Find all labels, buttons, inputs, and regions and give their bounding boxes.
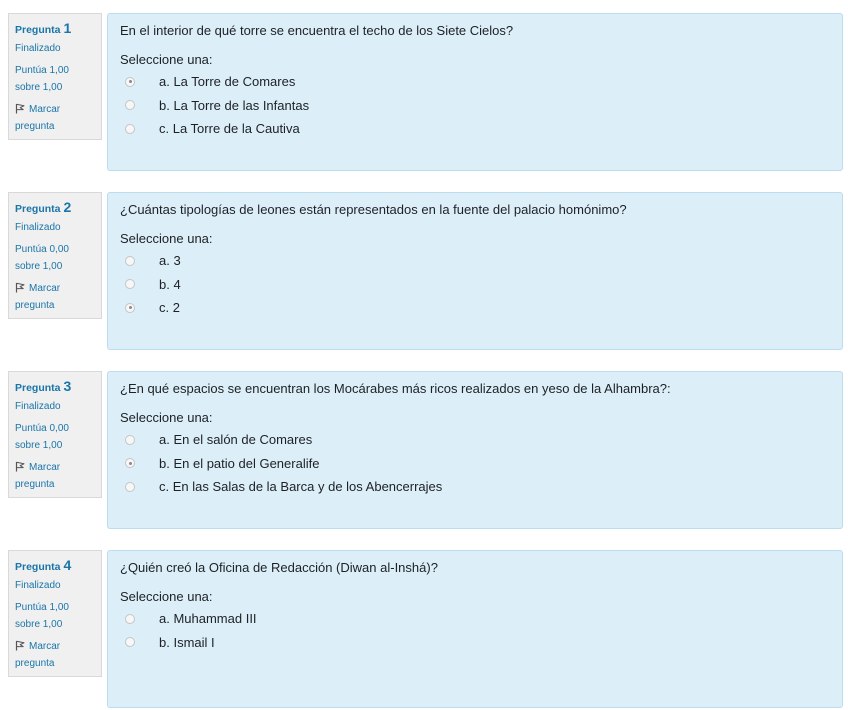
answer-option-label: c. La Torre de la Cautiva xyxy=(159,121,300,137)
answer-option-label: a. Muhammad III xyxy=(159,611,257,627)
answer-options xyxy=(120,70,830,141)
answer-options xyxy=(120,428,830,499)
answer-option[interactable] xyxy=(120,70,830,94)
answer-options xyxy=(120,249,830,320)
answer-prompt: Seleccione una: xyxy=(120,52,213,67)
answer-option-label: b. La Torre de las Infantas xyxy=(159,97,310,113)
question-2 xyxy=(0,192,848,352)
answer-option[interactable] xyxy=(120,631,830,655)
question-info xyxy=(8,13,102,140)
question-state: Finalizado xyxy=(15,222,61,233)
flag-icon xyxy=(15,103,25,114)
question-grade: Puntúa 1,00 sobre 1,00 xyxy=(15,65,69,93)
question-number: Pregunta 3 xyxy=(15,378,72,394)
question-text: ¿Cuántas tipologías de leones están representados en la fuente del palacio homónimo? xyxy=(120,202,627,217)
question-number: Pregunta 2 xyxy=(15,199,72,215)
radio-button[interactable] xyxy=(125,77,135,87)
flag-question-link[interactable]: Marcar pregunta xyxy=(15,283,61,311)
question-4 xyxy=(0,550,848,710)
question-info xyxy=(8,192,102,319)
answer-option-label: a. En el salón de Comares xyxy=(159,432,313,448)
question-text: En el interior de qué torre se encuentra el techo de los Siete Cielos? xyxy=(120,23,514,38)
question-state: Finalizado xyxy=(15,580,61,591)
question-grade: Puntúa 0,00 sobre 1,00 xyxy=(15,244,69,272)
answer-option-label: a. La Torre de Comares xyxy=(159,74,296,90)
flag-question-link[interactable]: Marcar pregunta xyxy=(15,641,61,669)
answer-option[interactable] xyxy=(120,117,830,141)
question-content xyxy=(107,13,843,171)
question-content xyxy=(107,192,843,350)
radio-button[interactable] xyxy=(125,124,135,134)
question-content xyxy=(107,371,843,529)
answer-option[interactable] xyxy=(120,452,830,476)
radio-button[interactable] xyxy=(125,435,135,445)
answer-option[interactable] xyxy=(120,296,830,320)
question-info xyxy=(8,371,102,498)
flag-question-link[interactable]: Marcar pregunta xyxy=(15,104,61,132)
radio-button[interactable] xyxy=(125,279,135,289)
answer-option-label: b. En el patio del Generalife xyxy=(159,455,320,471)
question-text: ¿En qué espacios se encuentran los Mocárabes más ricos realizados en yeso de la Alhambra?: xyxy=(120,381,671,396)
answer-option[interactable] xyxy=(120,249,830,273)
answer-option[interactable] xyxy=(120,428,830,452)
radio-button[interactable] xyxy=(125,482,135,492)
radio-button[interactable] xyxy=(125,303,135,313)
answer-option-label: c. En las Salas de la Barca y de los Abencerrajes xyxy=(159,479,443,495)
radio-button[interactable] xyxy=(125,614,135,624)
flag-icon xyxy=(15,461,25,472)
question-1 xyxy=(0,13,848,173)
radio-button[interactable] xyxy=(125,458,135,468)
answer-option-label: c. 2 xyxy=(159,300,180,316)
answer-prompt: Seleccione una: xyxy=(120,589,213,604)
question-3 xyxy=(0,371,848,531)
answer-option[interactable] xyxy=(120,273,830,297)
question-text: ¿Quién creó la Oficina de Redacción (Diwan al-Inshá)? xyxy=(120,560,438,575)
answer-option-label: a. 3 xyxy=(159,253,181,269)
question-state: Finalizado xyxy=(15,43,61,54)
question-state: Finalizado xyxy=(15,401,61,412)
answer-prompt: Seleccione una: xyxy=(120,410,213,425)
flag-question-link[interactable]: Marcar pregunta xyxy=(15,462,61,490)
answer-option[interactable] xyxy=(120,475,830,499)
radio-button[interactable] xyxy=(125,100,135,110)
question-grade: Puntúa 0,00 sobre 1,00 xyxy=(15,423,69,451)
flag-icon xyxy=(15,282,25,293)
answer-options xyxy=(120,607,830,654)
answer-option-label: b. 4 xyxy=(159,276,181,292)
answer-option[interactable] xyxy=(120,607,830,631)
radio-button[interactable] xyxy=(125,256,135,266)
answer-option-label: b. Ismail I xyxy=(159,634,215,650)
answer-prompt: Seleccione una: xyxy=(120,231,213,246)
question-number: Pregunta 1 xyxy=(15,20,72,36)
question-info xyxy=(8,550,102,677)
flag-icon xyxy=(15,640,25,651)
radio-button[interactable] xyxy=(125,637,135,647)
question-grade: Puntúa 1,00 sobre 1,00 xyxy=(15,602,69,630)
question-number: Pregunta 4 xyxy=(15,557,72,573)
question-content xyxy=(107,550,843,708)
answer-option[interactable] xyxy=(120,94,830,118)
